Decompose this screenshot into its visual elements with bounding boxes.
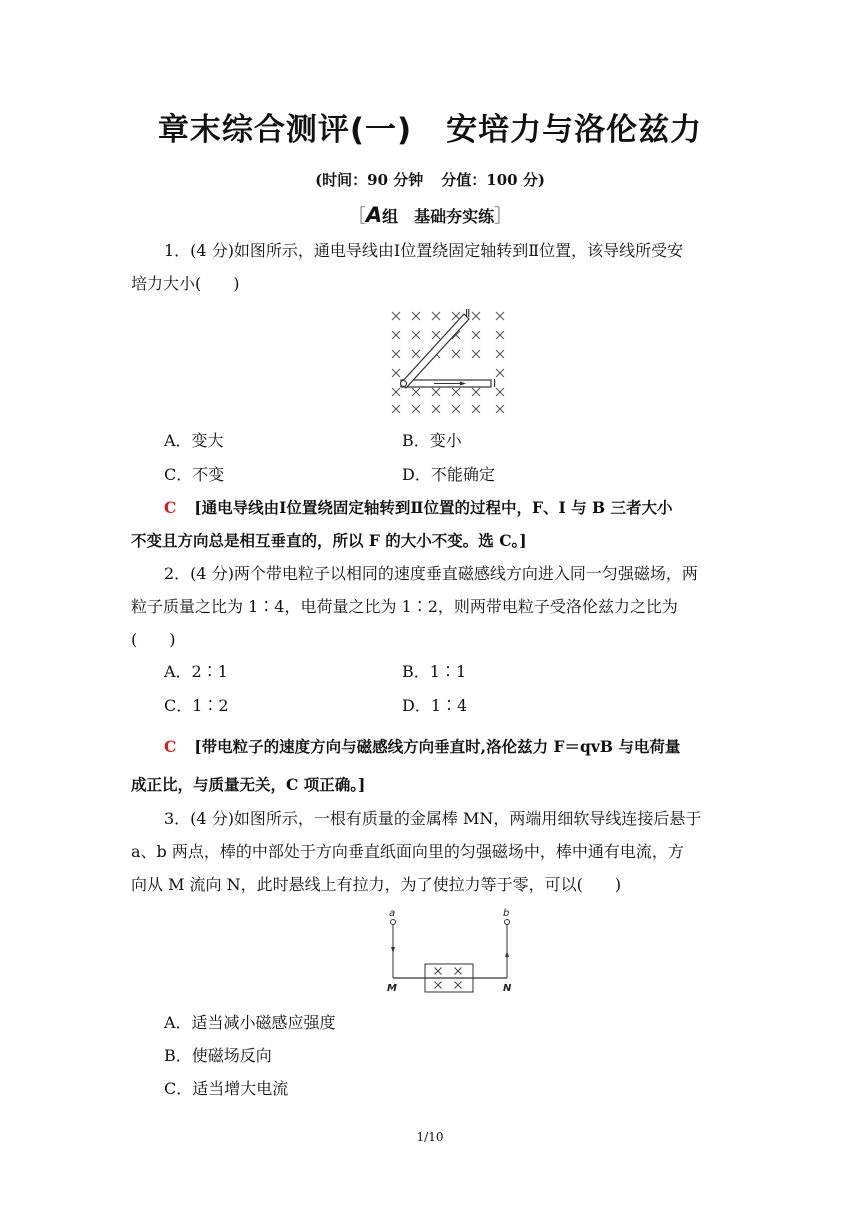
- q2-answer-line-1: [带电粒子的速度方向与磁感线方向垂直时,洛伦兹力 F＝qvB 与电荷量: [194, 737, 681, 756]
- up-arrow-icon: [505, 951, 509, 957]
- point-b-label: b: [503, 908, 510, 919]
- figure-1-magnetic-field: [384, 306, 514, 418]
- q1-answer-line-1: [通电导线由Ⅰ位置绕固定轴转到Ⅱ位置的过程中，F、I 与 B 三者大小: [194, 498, 673, 517]
- q2-answer-key: C: [164, 737, 177, 756]
- label-position-1: Ⅰ: [493, 377, 497, 390]
- page-number: 1/10: [416, 1130, 444, 1144]
- q3-option-a: A．适当减小磁感应强度: [164, 1013, 336, 1032]
- figure-3-suspended-rod: [383, 906, 523, 998]
- q1-answer: [131, 491, 731, 557]
- title-part-2: 安培力与洛伦兹力: [446, 112, 703, 148]
- exam-score: 分值：100 分): [441, 171, 545, 189]
- question-1: [131, 234, 731, 300]
- exam-time: (时间：90 分钟: [315, 171, 424, 189]
- suspension-point-a-icon: [391, 920, 396, 925]
- q3-option-c: C．适当增大电流: [164, 1079, 289, 1098]
- bracket-right-icon: ］: [494, 206, 513, 227]
- q1-option-c: C．不变: [164, 465, 225, 484]
- question-2-line-2: 粒子质量之比为 1∶4，电荷量之比为 1∶2，则两带电粒子受洛伦兹力之比为: [131, 597, 678, 616]
- q3-option-b: B．使磁场反向: [164, 1046, 272, 1065]
- pivot-axis-icon: [401, 381, 407, 387]
- page-title: [0, 104, 860, 149]
- question-2-line-3: ( ): [131, 630, 176, 649]
- question-1-line-1: 1．(4 分)如图所示，通电导线由Ⅰ位置绕固定轴转到Ⅱ位置，该导线所受安: [164, 241, 684, 260]
- suspension-point-b-icon: [505, 920, 510, 925]
- question-3-line-3: 向从 M 流向 N，此时悬线上有拉力，为了使拉力等于零，可以( ): [131, 875, 622, 894]
- down-arrow-icon: [391, 947, 395, 953]
- question-2: [131, 557, 731, 656]
- q2-answer-line-2: 成正比，与质量无关，C 项正确。]: [131, 775, 366, 794]
- q1-answer-key: C: [164, 498, 177, 517]
- point-a-label: a: [389, 908, 396, 919]
- q2-option-c: C．1∶2: [164, 696, 229, 715]
- question-3-line-1: 3．(4 分)如图所示，一根有质量的金属棒 MN，两端用细软导线连接后悬于: [164, 809, 702, 828]
- question-3-line-2: a、b 两点，棒的中部处于方向垂直纸面向里的匀强磁场中，棒中通有电流，方: [131, 842, 684, 861]
- rod-end-n-label: N: [503, 983, 512, 994]
- q1-option-d: D．不能确定: [402, 465, 495, 484]
- bracket-left-icon: ［: [347, 206, 366, 227]
- label-position-2: Ⅱ: [465, 307, 471, 320]
- question-3: [131, 802, 731, 901]
- section-label: 组 基础夯实练: [382, 207, 495, 226]
- q1-answer-line-2: 不变且方向总是相互垂直的，所以 F 的大小不变。选 C。]: [131, 531, 527, 550]
- q2-option-a: A．2∶1: [164, 662, 228, 681]
- section-heading: [0, 202, 860, 228]
- q1-option-b: B．变小: [402, 431, 462, 450]
- q1-option-a: A．变大: [164, 431, 224, 450]
- title-part-1: 章末综合测评(一): [157, 112, 413, 148]
- q2-answer: [131, 728, 731, 804]
- rod-end-m-label: M: [387, 983, 397, 994]
- section-letter: A: [365, 203, 383, 227]
- q2-option-d: D．1∶4: [402, 696, 468, 715]
- exam-info: [0, 169, 860, 190]
- question-1-line-2: 培力大小( ): [131, 274, 240, 293]
- q2-option-b: B．1∶1: [402, 662, 467, 681]
- question-2-line-1: 2．(4 分)两个带电粒子以相同的速度垂直磁感线方向进入同一匀强磁场，两: [164, 564, 698, 583]
